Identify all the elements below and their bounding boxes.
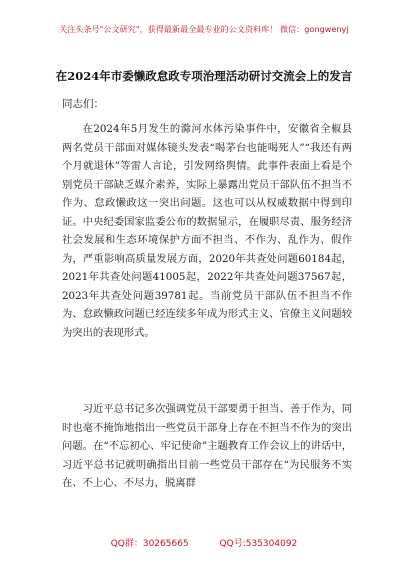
- document-title: 在2024年市委懒政怠政专项治理活动研讨交流会上的发言: [55, 69, 353, 83]
- salutation: 同志们：: [62, 98, 104, 110]
- header-promo-note: 关注头条号"公文研究"，获得最新最全最专业的公文资料库！ 微信：gongwenyj: [59, 25, 349, 34]
- footer-qq-group: QQ群：30265665: [110, 539, 189, 549]
- footer-qq-number: QQ号:535304092: [219, 539, 298, 549]
- body-paragraph-2: 习近平总书记多次强调党员干部要勇于担当、善于作为，同时也毫不掩饰地指出一些党员干部身上存在不担当不作为的突出问题。在“不忘初心、牢记使命”主题教育工作会议上的讲话中，习近平总书记就明确指出目前一些党员干部存在“为民服务不实在、不上心、不尽力，脱离群: [62, 403, 352, 489]
- footer-contact: [0, 536, 408, 549]
- body-paragraph-1: 在2024年5月发生的滁河水体污染事件中，安徽省全椒县两名党员干部面对媒体镜头发表“喝茅台也能喝死人”“我还有两个月就退休”等雷人言论，引发网络舆情。此事件表面上看是个别党员干部缺乏媒介素养，实际上暴露出党员干部队伍不担当不作为、怠政懒政这一突出问题。这也可以从权威数据中得到印证。中央纪委国家监委公布的数据显示，在履职尽责、服务经济社会发展和生态环境保护方面不担当、不作为、乱作为、假作为，严重影响高质量发展方面，2020年共查处问题60184起，2021年共查处问题41005起，2022年共查处问题37567起，2023年共查处问题39781起。当前党员干部队伍不担当不作为、怠政懒政问题已经连续多年成为形式主义、官僚主义问题较为突出的表现形式。: [62, 123, 352, 339]
